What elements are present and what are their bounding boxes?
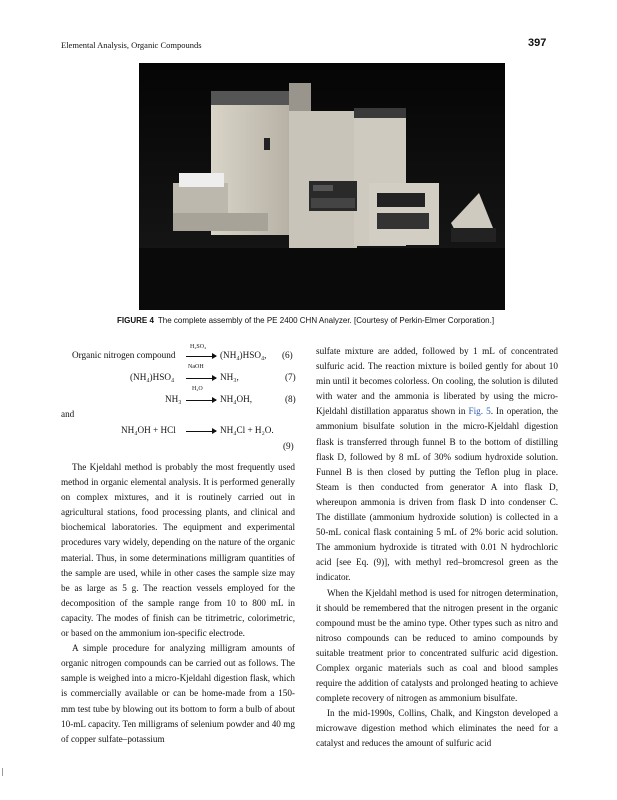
eq7-lhs: (NH₄)HSO₄ <box>130 372 175 382</box>
eq7-number: (7) <box>285 372 296 382</box>
eq8-rhs: NH₄OH, <box>220 394 253 404</box>
paragraph <box>316 344 558 586</box>
paragraph: In the mid-1990s, Collins, Chalk, and Kingston developed a microwave digestion method which eliminates the need for a catalyst and reduces the amount of sulfuric acid <box>316 708 558 749</box>
eq8-lhs: NH₃ <box>165 394 182 404</box>
eq8-arrow <box>186 400 216 401</box>
paragraph: A simple procedure for analyzing milligram amounts of organic nitrogen compounds can be carried out as follows. The sample is weighed into a micro-Kjeldahl digestion flask, which is commercially available or can be home-made from a 150-mm test tube by blowing out its bottom to form a bulb of about 10-mL capacity. Ten milligrams of selenium powder and 40 mg of copper sulfate–potassium <box>61 643 295 744</box>
eq6-reagent: H₂SO₄ <box>190 344 207 350</box>
eq6-rhs: (NH₄)HSO₄, <box>220 350 267 360</box>
figure-caption-text: The complete assembly of the PE 2400 CHN Analyzer. [Courtesy of Perkin-Elmer Corporation.] <box>157 316 495 325</box>
eq8-number: (8) <box>285 394 296 404</box>
right-column <box>316 344 558 752</box>
eq7-reagent: NaOH <box>188 364 204 370</box>
eq6-number: (6) <box>282 350 293 360</box>
left-column <box>61 460 295 747</box>
eq7-arrow <box>186 378 216 379</box>
chn-analyzer-illustration <box>139 63 505 310</box>
eq9-rhs: NH₄Cl + H₂O. <box>220 425 274 435</box>
paragraph-text: . In operation, the ammonium bisulfate solution in the micro-Kjeldahl digestion flask is transferred through funnel B to the bottom of distilling flask D, followed by 8 mL of 30% sodium hydroxide solution. Funnel B is then closed by putting the Teflon plug in place. Steam is then conducted from generator A into flask D, whereupon ammonia is driven from flask D into condenser C. The distillate (ammonium hydroxide solution) is collected in a 50-mL conical flask containing 5 mL of 2% boric acid solution. The ammonium hydroxide is titrated with 0.01 N hydrochloric acid [see Eq. (9)], with methyl red–bromcresol green as the indicator. <box>316 406 558 583</box>
fig5-link[interactable]: Fig. 5 <box>468 406 491 417</box>
page-edge-mark <box>2 768 3 776</box>
paragraph: When the Kjeldahl method is used for nitrogen determination, it should be remembered that the nitrogen present in the organic compound must be the amino type. Other types such as nitro and nitroso compounds can be reduced to amino compounds by suitable treatment prior to concentrated sulfuric acid digestion. Complex organic materials such as coal and blood samples require the addition of catalysts and prolonged heating to achieve complete recovery of nitrogen as ammonium bisulfate. <box>316 587 558 704</box>
eq8-reagent: H₂O <box>192 386 203 392</box>
running-title: Elemental Analysis, Organic Compounds <box>61 40 202 50</box>
eq9-number: (9) <box>283 441 294 451</box>
eq9-lhs: NH₄OH + HCl <box>121 425 176 435</box>
paragraph-text: sulfate mixture are added, followed by 1 mL of concentrated sulfuric acid. The reaction mixture is boiled gently for about 10 min until it becomes colorless. On cooling, the solution is diluted with water and the ammonia is liberated by using the micro-Kjeldahl distillation apparatus shown in <box>316 346 558 417</box>
figure-label: FIGURE 4 <box>117 316 154 325</box>
eq7-rhs: NH₃, <box>220 372 239 382</box>
page-number: 397 <box>528 37 547 49</box>
and-word: and <box>61 409 75 419</box>
eq9-arrow <box>186 431 216 432</box>
eq6-lhs: Organic nitrogen compound <box>72 350 176 360</box>
figure-caption <box>117 316 494 325</box>
figure-photo <box>139 63 505 310</box>
eq6-arrow <box>186 356 216 357</box>
paragraph: The Kjeldahl method is probably the most frequently used method in organic elemental analysis. It is performed generally on complex mixtures, and it is routinely carried out in agricultural stations, food processing plants, and clinical and biochemical laboratories. The equipment and experimental procedures vary widely, depending on the nature of the organic material. Thus, in some determinations milligram quantities of the sample are used, while in other cases the sample size may be as large as 5 g. The reaction vessels employed for the decomposition of the sample range from 10 to 800 mL in capacity. The modes of finish can be titrimetric, colorimetric, or based on the ammonium ion-specific electrode. <box>61 462 295 639</box>
